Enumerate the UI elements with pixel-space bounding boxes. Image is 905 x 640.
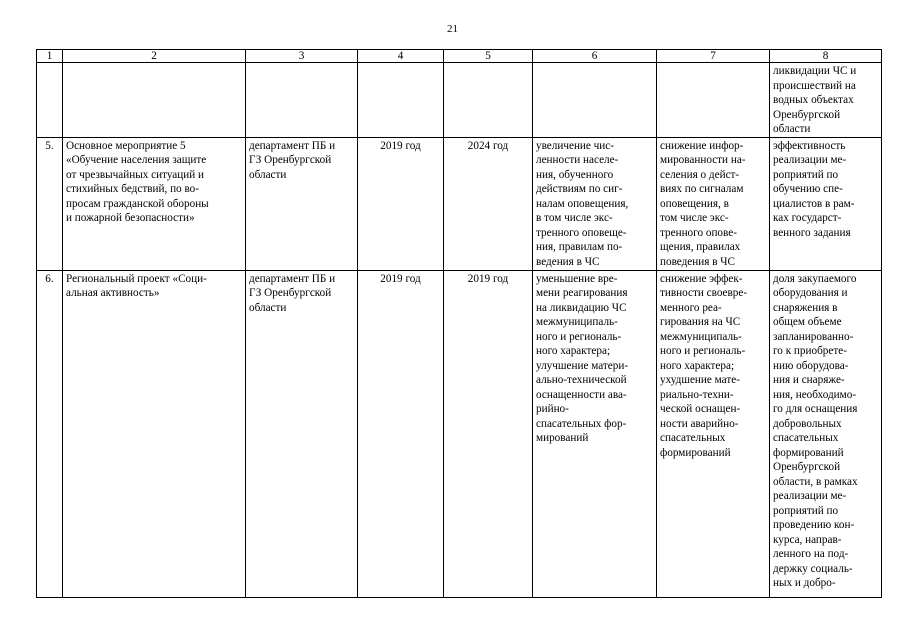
measures-table [36, 49, 882, 598]
end-year-cell [444, 63, 533, 138]
column-number-cell: 7 [657, 50, 770, 63]
table-row [37, 137, 882, 270]
table-row [37, 270, 882, 597]
expected-result-cell: уменьшение вре- мени реагирования на ликвидацию ЧС межмуниципаль- ного и региональ- ного характера; улучшение матери- ально-технической оснащенности ава- рийно- спасательных фор- мирований [533, 270, 657, 597]
start-year-cell: 2019 год [358, 137, 444, 270]
column-number-cell: 8 [770, 50, 882, 63]
executor-cell: департамент ПБ и ГЗ Оренбургской области [246, 270, 358, 597]
non-implementation-consequence-cell: снижение инфор- мированности на- селения о дейст- виях по сигналам оповещения, в том числе экс- тренного опове- щения, правилах поведения в ЧС [657, 137, 770, 270]
executor-cell: департамент ПБ и ГЗ Оренбургской области [246, 137, 358, 270]
measure-name-cell: Региональный проект «Соци- альная активность» [63, 270, 246, 597]
page-number: 21 [447, 23, 458, 35]
row-number-cell [37, 63, 63, 138]
end-year-cell: 2024 год [444, 137, 533, 270]
measure-name-cell [63, 63, 246, 138]
measure-name-cell: Основное мероприятие 5 «Обучение населения защите от чрезвычайных ситуаций и стихийных бедствий, по во- просам гражданской обороны и пожарной безопасности» [63, 137, 246, 270]
column-number-cell: 4 [358, 50, 444, 63]
expected-result-cell [533, 63, 657, 138]
column-number-header-row [37, 50, 882, 63]
end-year-cell: 2019 год [444, 270, 533, 597]
non-implementation-consequence-cell: снижение эффек- тивности своевре- менного реа- гирования на ЧС межмуниципаль- ного и региональ- ного характера; ухудшение мате- риально-техни- ческой оснащен- ности аварийно- спасательных формирований [657, 270, 770, 597]
row-number-cell: 6. [37, 270, 63, 597]
indicator-link-cell: ликвидации ЧС и происшествий на водных объектах Оренбургской области [770, 63, 882, 138]
column-number-cell: 5 [444, 50, 533, 63]
row-number-cell: 5. [37, 137, 63, 270]
start-year-cell [358, 63, 444, 138]
column-number-cell: 3 [246, 50, 358, 63]
executor-cell [246, 63, 358, 138]
indicator-link-cell: доля закупаемого оборудования и снаряжения в общем объеме запланированно- го к приобрете- нию оборудова- ния и снаряже- ния, необходимо- го для оснащения добровольных спасательных формирований Оренбургской области, в рамках реализации ме- роприятий по проведению кон- курса, направ- ленного на под- держку социаль- ных и добро- [770, 270, 882, 597]
indicator-link-cell: эффективность реализации ме- роприятий по обучению спе- циалистов в рам- ках государст- венного задания [770, 137, 882, 270]
column-number-cell: 1 [37, 50, 63, 63]
expected-result-cell: увеличение чис- ленности населе- ния, обученного действиям по сиг- налам оповещения, в том числе экс- тренного оповеще- ния, правилам по- ведения в ЧС [533, 137, 657, 270]
start-year-cell: 2019 год [358, 270, 444, 597]
column-number-cell: 6 [533, 50, 657, 63]
column-number-cell: 2 [63, 50, 246, 63]
non-implementation-consequence-cell [657, 63, 770, 138]
table-row [37, 63, 882, 138]
